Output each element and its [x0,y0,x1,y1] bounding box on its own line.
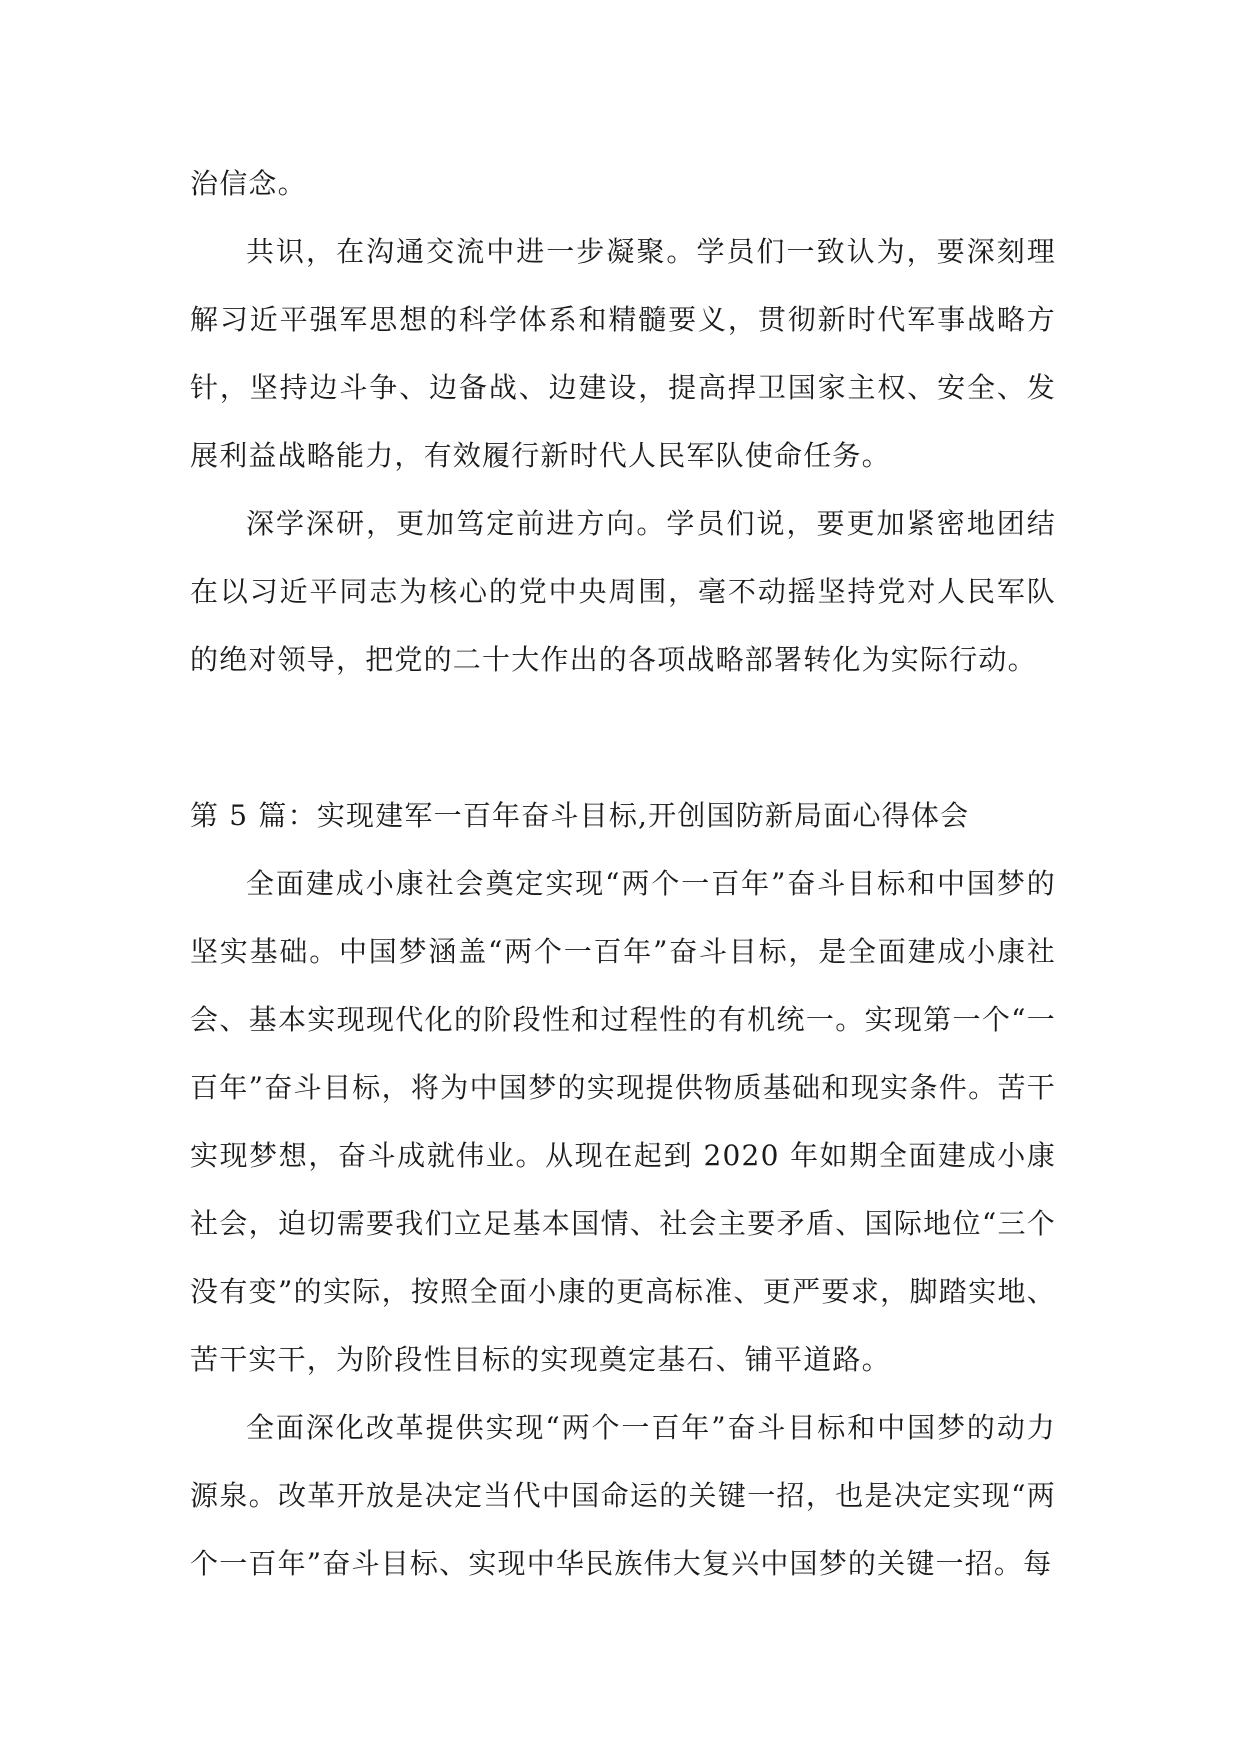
text-block-bottom [190,782,1056,1598]
paragraph-moderately-prosperous: 全面建成小康社会奠定实现“两个一百年”奋斗目标和中国梦的坚实基础。中国梦涵盖“两个一百年”奋斗目标，是全面建成小康社会、基本实现现代化的阶段性和过程性的有机统一。实现第一个“一百年”奋斗目标，将为中国梦的实现提供物质基础和现实条件。苦干实现梦想，奋斗成就伟业。从现在起到 2020 年如期全面建成小康社会，迫切需要我们立足基本国情、社会主要矛盾、国际地位“三个没有变”的实际，按照全面小康的更高标准、更严要求，脚踏实地、苦干实干，为阶段性目标的实现奠定基石、铺平道路。 [190,867,1056,1376]
paragraph-continuation: 治信念。 [190,167,307,200]
section-heading: 第 5 篇：实现建军一百年奋斗目标,开创国防新局面心得体会 [190,799,970,832]
paragraph-consensus: 共识，在沟通交流中进一步凝聚。学员们一致认为，要深刻理解习近平强军思想的科学体系和精髓要义，贯彻新时代军事战略方针，坚持边斗争、边备战、边建设，提高捍卫国家主权、安全、发展利益战略能力，有效履行新时代人民军队使命任务。 [190,235,1056,472]
text-block-top [190,150,1056,694]
paragraph-deepening-reform: 全面深化改革提供实现“两个一百年”奋斗目标和中国梦的动力源泉。改革开放是决定当代中国命运的关键一招，也是决定实现“两个一百年”奋斗目标、实现中华民族伟大复兴中国梦的关键一招。每 [190,1411,1056,1580]
paragraph-deep-study: 深学深研，更加笃定前进方向。学员们说，要更加紧密地团结在以习近平同志为核心的党中央周围，毫不动摇坚持党对人民军队的绝对领导，把党的二十大作出的各项战略部署转化为实际行动。 [190,507,1056,676]
